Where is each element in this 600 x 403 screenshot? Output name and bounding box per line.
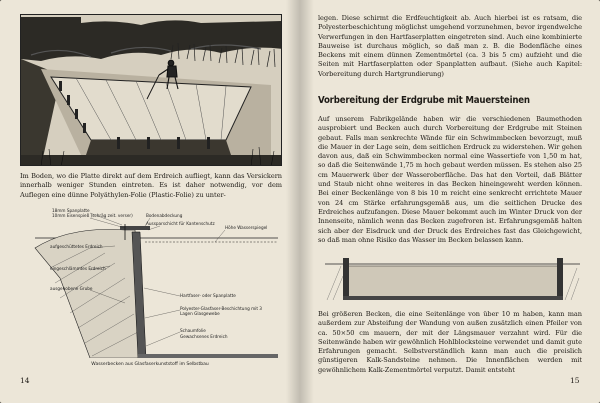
label-wasserspiegel: Höhe Wasserspiegel (225, 225, 268, 230)
right-bottom-paragraph: Bei größeren Becken, die eine Seitenlänge von über 10 m haben, kann man außerdem zur Absteifung der Wandung von außen zusätzlich einen Pfeiler von ca. 50×50 cm mauern, der mit der Längsmauer verzahnt wird. Für die Seitenwände haben wir gewöhnlich Hohlblocksteine verwendet und damit gute Erfahrungen gemacht. Selbstverständlich kann man auch die preislich günstigeren Kalk-Sandsteine nehmen. Die Innenflächen werden mit gewöhnlichem Kalk-Zementmörtel verputzt. Damit entsteht (318, 310, 582, 374)
label-gewachsen: Gewachsenes Erdreich (180, 334, 228, 339)
right-top-paragraph: legen. Diese schirmt die Erdfeuchtigkeit ab. Auch hierbei ist es ratsam, die Polyesterbeschichtung möglichst umgehend vorzunehmen, bevor irgendwelche Verwerfungen in den Hartfaserplatten eingetreten sind. Auch eine kombinierte Bauweise ist durchaus möglich, so daß man z. B. die Bodenfläche eines Beckens mit einem dünnen Zementmörtel (ca. 3 bis 5 cm) aufzieht und die Seiten mit Hartfaserplatten oder Spanplatten aufbaut. (Siehe auch Kapitel: Vorbereitung durch Hartgrundierung) (318, 14, 582, 78)
label-spannplatte: 18mm Spanplatte (52, 208, 90, 213)
cross-section-drawing (30, 208, 280, 358)
label-bodenabdeckung: Bodenabdeckung (146, 213, 183, 218)
pool-cross-section-diagram (30, 208, 280, 358)
pool-construction-illustration (20, 14, 282, 166)
right-mid-paragraph: Auf unserem Fabrikgelände haben wir die verschiedenen Baumethoden ausprobiert und Becken auch durch Vorbereitung der Erdgrube mit Steinen gebaut. Falls man senkrechte Wände für ein Schwimmbecken bevorzugt, muß die Mauer in der Lage sein, dem seitlichen Erdruck zu widerstehen. Wir gehen davon aus, daß ein Schwimmbecken normal eine Wassertiefe von 1,50 m hat, so daß die Seitenwände 1,75 m hoch gebaut werden müssen. Es stehen also 25 cm Mauerwerk über der Wasseroberfläche. Das hat den Vorteil, daß Blätter und Staub nicht ohne weiteres in das Becken hineingeweht werden können. Bei einer Beckenlänge von 8 bis 10 m reicht eine senkrecht errichtete Mauer von 24 cm Stärke erfahrungsgemäß aus, um die seitlichen Drucke des Erdreiches aufzufangen. Diese Mauer bekommt auch im Winter Druck von der Innenseite, nämlich wenn das Becken zugefroren ist. Erfahrungsgemäß halten sich aber der Eisdruck und der Druck des Erdreiches fast das Gleichgewicht, so daß man ohne Risiko das Wasser im Becken belassen kann. (318, 115, 582, 244)
label-aussparung: Aussparschicht für Kantenschutz (146, 221, 215, 226)
label-schaumfolie: Schaumfolie (180, 328, 206, 333)
illustration-drawing (21, 15, 282, 166)
label-hartfaser: Hartfaser- oder Spanplatte (180, 293, 236, 298)
label-eisenspiess: 10mm Eisenspieß (schräg zeit. verser) (52, 213, 133, 218)
pool-wall-drawing (325, 250, 580, 302)
gutter-shadow (286, 0, 300, 403)
label-ausgehobene: ausgehobene Grube (50, 286, 93, 291)
left-paragraph: Im Boden, wo die Platte direkt auf dem Erdreich aufliegt, kann das Versickern innerhalb weniger Stunden eintreten. Es ist daher notwendig, vor dem Auflegen eine dünne Polyäthylen-Folie (Plastic-Folie) zu unter- (20, 172, 282, 199)
label-aufgeschuettetes: aufgeschüttetes Erdreich (50, 244, 103, 249)
gutter-shadow (300, 0, 314, 403)
page-number-left: 14 (20, 376, 30, 385)
diagram-caption: Wasserbecken aus Glasfaserkunststoff im Selbstbau (91, 362, 209, 367)
section-heading: Vorbereitung der Erdgrube mit Mauersteinen (318, 95, 530, 106)
pool-wall-diagram (325, 250, 580, 302)
page-number-right: 15 (570, 376, 580, 385)
label-polyester: Polyester-Glasfaser-Beschichtung mit 3 Lagen Glasgewebe (180, 306, 262, 316)
label-eingeschlaemmtes: eingeschlämmtes Erdreich (50, 266, 106, 271)
